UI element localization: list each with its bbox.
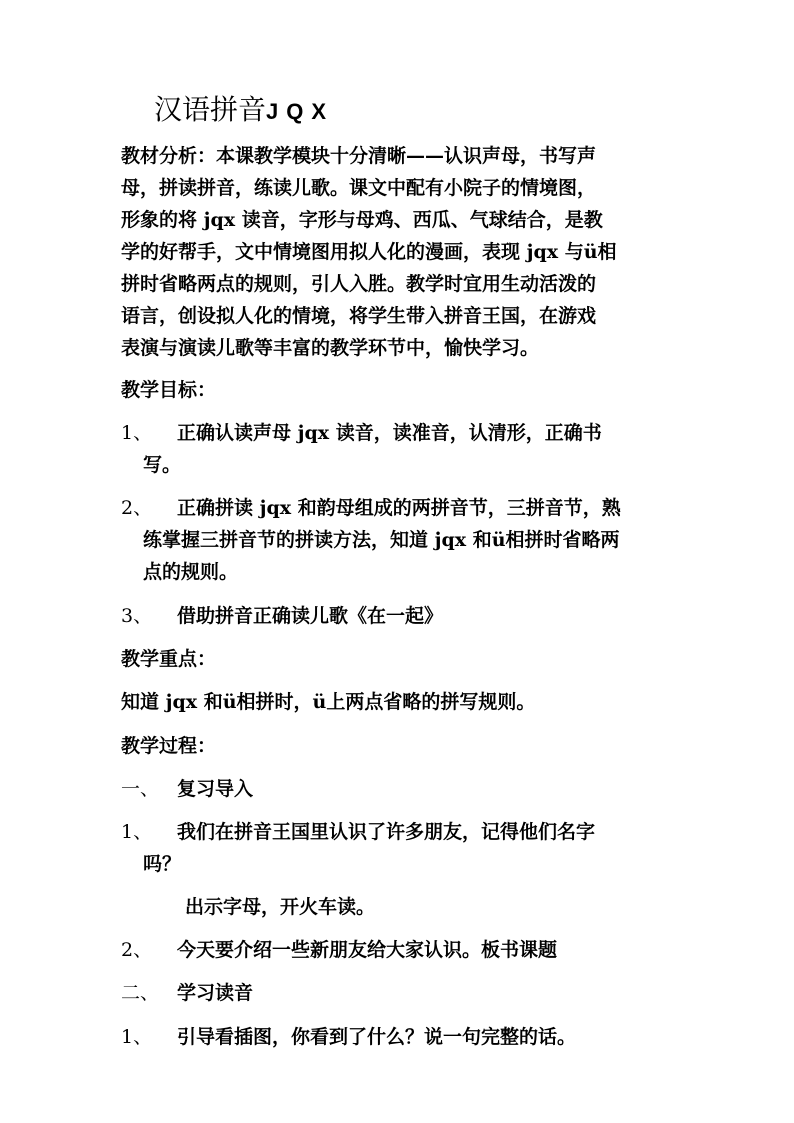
analysis-line-1: 教材分析：本课教学模块十分清晰——认识声母，书写声 [121,145,597,167]
section-1-item-2: 2、 今天要介绍一些新朋友给大家认识。板书课题 [121,939,558,961]
analysis-line-6: 语言，创设拟人化的情境，将学生带入拼音王国，在游戏 [121,305,597,327]
goal-1-number: 1、 [121,422,153,444]
goal-3-number: 3、 [121,605,153,627]
analysis-line-5: 拼时省略两点的规则，引人入胜。教学时宜用生动活泼的 [121,273,597,295]
goals-heading: 教学目标： [121,379,217,401]
analysis-line-3: 形象的将 jqx 读音，字形与母鸡、西瓜、气球结合，是教 [121,209,603,231]
analysis-line-7: 表演与演读儿歌等丰富的教学环节中，愉快学习。 [121,337,540,359]
key-point-heading: 教学重点： [121,648,217,670]
section-1-item-1-line-2: 吗？ [143,853,182,875]
goal-item-3: 3、 借助拼音正确读儿歌《在一起》 [121,600,443,632]
goal-1-line-2: 写。 [143,454,182,476]
analysis-label: 教材分析： [121,145,217,167]
process-heading: 教学过程： [121,735,217,757]
title-latin: JQX [266,99,335,124]
goal-2-number: 2、 [121,497,153,519]
analysis-line-2: 母，拼读拼音，练读儿歌。课文中配有小院子的情境图， [121,177,597,199]
goal-item-2: 2、 正确拼读 jqx 和韵母组成的两拼音节，三拼音节，熟 [121,492,621,524]
goal-2-line-2: 练掌握三拼音节的拼读方法，知道 jqx 和ü相拼时省略两 [143,529,620,551]
key-point-text: 知道 jqx 和ü相拼时，ü上两点省略的拼写规则。 [121,691,536,713]
section-2-item-1: 1、 引导看插图，你看到了什么？说一句完整的话。 [121,1026,577,1048]
goal-item-1: 1、 正确认读声母 jqx 读音，读准音，认清形，正确书 [121,417,602,449]
section-1-item-1: 1、 我们在拼音王国里认识了许多朋友，记得他们名字 [121,821,596,843]
section-1-note: 出示字母，开火车读。 [185,896,376,918]
page-title [154,92,334,130]
section-1-heading: 一、 复习导入 [121,778,254,800]
section-2-heading: 二、 学习读音 [121,982,254,1004]
analysis-line-4: 学的好帮手，文中情境图用拟人化的漫画，表现 jqx 与ü相 [121,241,617,263]
title-chinese: 汉语拼音 [154,93,267,126]
goal-2-line-3: 点的规则。 [143,561,239,583]
